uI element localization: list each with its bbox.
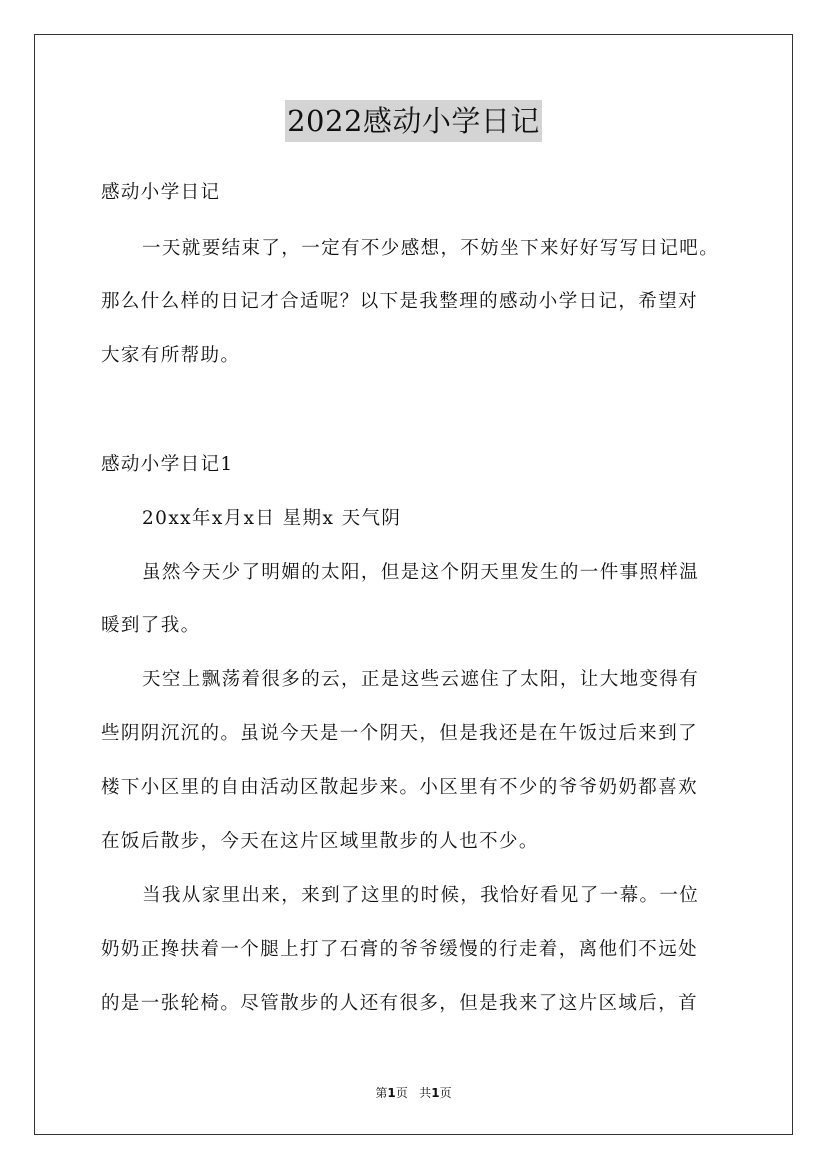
paragraph-line: 天空上飘荡着很多的云，正是这些云遮住了太阳，让大地变得有 — [142, 669, 700, 690]
paragraph-line: 在饭后散步，今天在这片区域里散步的人也不少。 — [101, 831, 539, 852]
total-suffix: 页 — [439, 1086, 452, 1100]
document-title-wrap — [0, 100, 827, 142]
paragraph-line: 暖到了我。 — [101, 615, 201, 636]
page-footer — [0, 1084, 827, 1101]
page-suffix: 页 — [395, 1086, 408, 1100]
paragraph-line: 楼下小区里的自由活动区散起步来。小区里有不少的爷爷奶奶都喜欢 — [101, 777, 699, 798]
section-heading: 感动小学日记1 — [101, 454, 234, 475]
paragraph-line: 那么什么样的日记才合适呢？以下是我整理的感动小学日记，希望对 — [101, 291, 699, 312]
paragraph-line: 一天就要结束了，一定有不少感想，不妨坐下来好好写写日记吧。 — [142, 238, 720, 259]
total-pages: 1 — [431, 1086, 440, 1100]
paragraph-line: 当我从家里出来，来到了这里的时候，我恰好看见了一幕。一位 — [142, 885, 700, 906]
page-prefix: 第 — [375, 1086, 388, 1100]
document-title: 2022感动小学日记 — [285, 100, 542, 142]
paragraph-line: 虽然今天少了明媚的太阳，但是这个阴天里发生的一件事照样温 — [142, 562, 700, 583]
date-line: 20xx年x月x日 星期x 天气阴 — [142, 508, 402, 529]
paragraph-line: 的是一张轮椅。尽管散步的人还有很多，但是我来了这片区域后，首 — [101, 993, 699, 1014]
total-prefix: 共 — [419, 1086, 432, 1100]
paragraph-line: 大家有所帮助。 — [101, 345, 241, 366]
paragraph-line: 些阴阴沉沉的。虽说今天是一个阴天，但是我还是在午饭过后来到了 — [101, 723, 699, 744]
paragraph-line: 奶奶正搀扶着一个腿上打了石膏的爷爷缓慢的行走着，离他们不远处 — [101, 939, 699, 960]
intro-heading: 感动小学日记 — [101, 182, 221, 203]
page-number: 1 — [387, 1086, 396, 1100]
